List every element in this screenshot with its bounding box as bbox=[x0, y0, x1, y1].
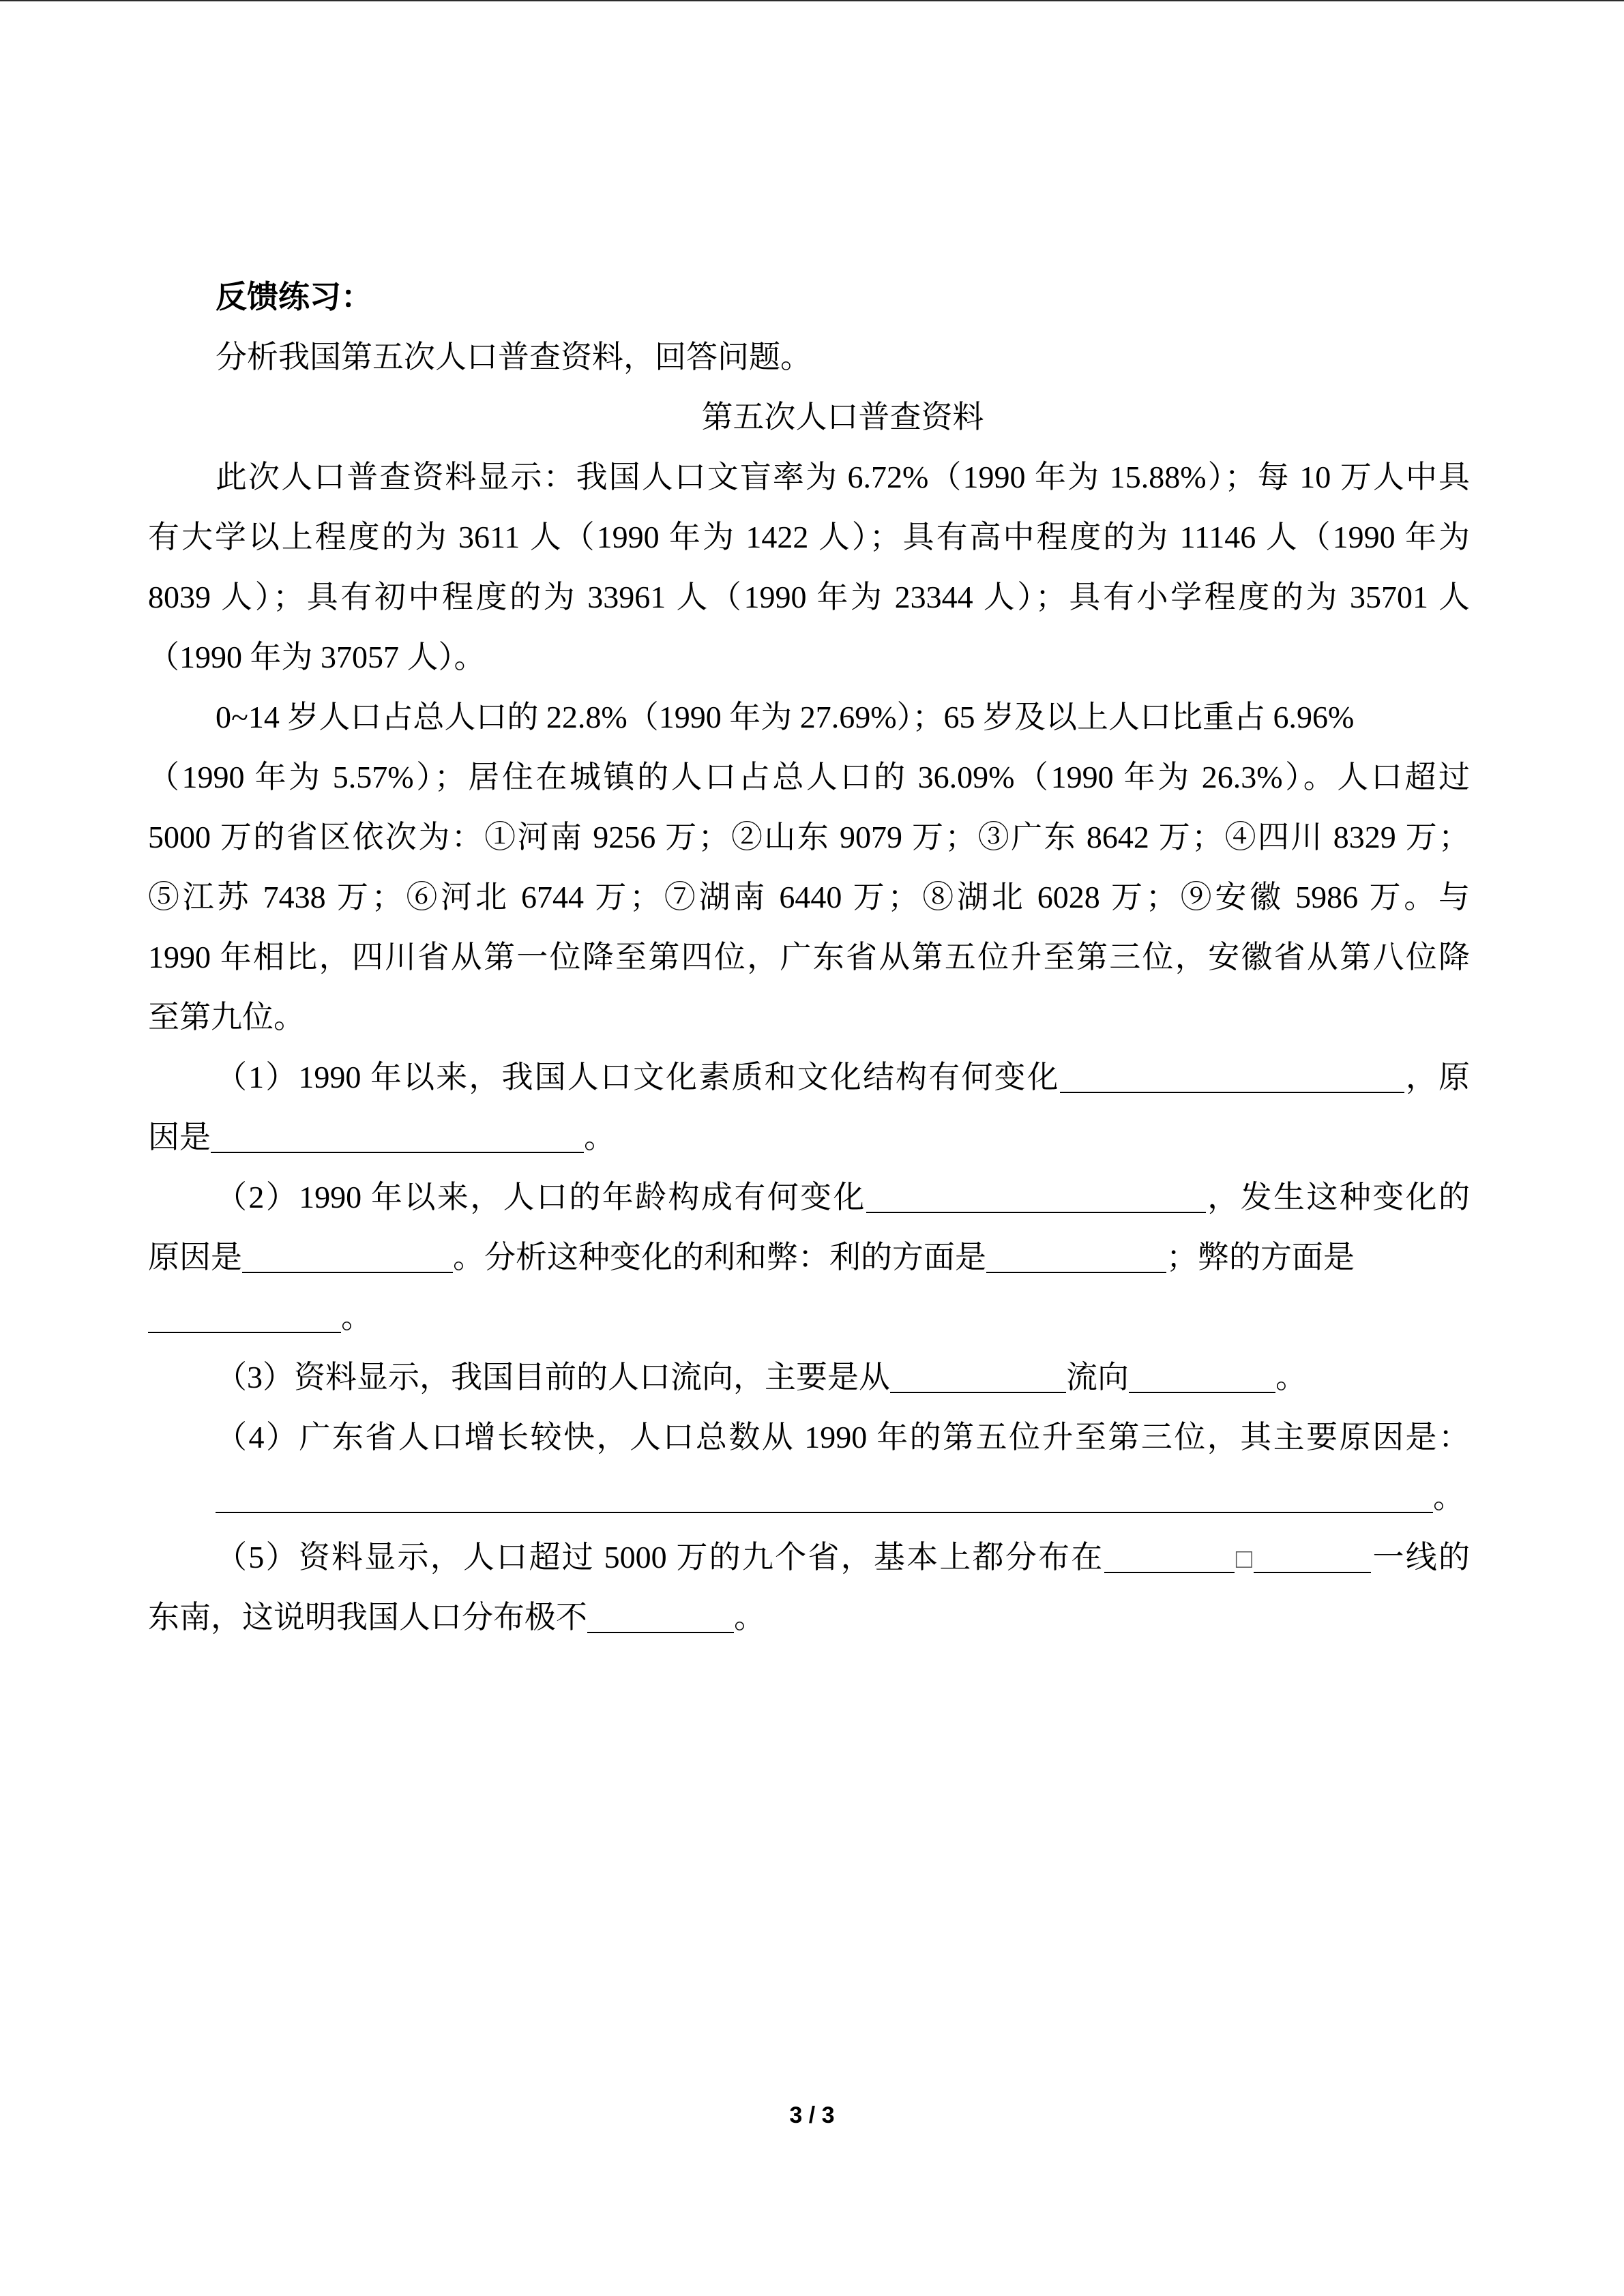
question-2-line bbox=[148, 1167, 1470, 1227]
question-text: ，发生这种变化的 bbox=[1205, 1180, 1471, 1214]
answer-blank bbox=[890, 1365, 1066, 1393]
material-text-line: 8039 人）；具有初中程度的为 33961 人（1990 年为 23344 人）；具有小学程度的为 35701 人 bbox=[148, 580, 1470, 614]
question-3-line bbox=[148, 1347, 1470, 1407]
answer-blank bbox=[211, 1124, 584, 1153]
material-text-line: 有大学以上程度的为 3611 人（1990 年为 1422 人）；具有高中程度的为 11146 人（1990 年为 bbox=[148, 520, 1470, 554]
question-text: 原因是 bbox=[148, 1240, 242, 1274]
question-text: 一线的 bbox=[1371, 1540, 1470, 1575]
section-heading: 反馈练习： bbox=[216, 280, 372, 314]
question-text: 流向 bbox=[1066, 1360, 1129, 1395]
answer-blank bbox=[216, 1485, 1433, 1513]
instruction-text: 分析我国第五次人口普查资料，回答问题。 bbox=[216, 340, 812, 374]
question-4-line bbox=[148, 1467, 1470, 1527]
answer-blank bbox=[587, 1605, 734, 1633]
question-1-line bbox=[148, 1107, 1470, 1167]
answer-blank bbox=[1060, 1064, 1404, 1093]
question-1-line bbox=[148, 1047, 1470, 1107]
answer-blank bbox=[242, 1244, 453, 1273]
answer-blank bbox=[1129, 1365, 1275, 1393]
question-text: （5）资料显示，人口超过 5000 万的九个省，基本上都分布在 bbox=[216, 1540, 1104, 1575]
material-text-line: 5000 万的省区依次为：①河南 9256 万；②山东 9079 万；③广东 8642 万；④四川 8329 万； bbox=[148, 820, 1470, 854]
question-text: ，原 bbox=[1404, 1060, 1471, 1094]
question-text: 因是 bbox=[148, 1120, 211, 1154]
question-text: 。 bbox=[1433, 1480, 1464, 1515]
material-text-line: （1990 年为 5.57%）；居住在城镇的人口占总人口的 36.09%（1990 年为 26.3%）。人口超过 bbox=[148, 760, 1470, 794]
box-symbol: □ bbox=[1234, 1543, 1254, 1574]
question-text: 东南，这说明我国人口分布极不 bbox=[148, 1600, 587, 1635]
material-text-line: ⑤江苏 7438 万；⑥河北 6744 万；⑦湖南 6440 万；⑧湖北 6028 万；⑨安徽 5986 万。与 bbox=[148, 880, 1470, 914]
page-number: 3 / 3 bbox=[789, 2102, 835, 2128]
question-5-line bbox=[148, 1587, 1470, 1648]
question-5-line bbox=[148, 1527, 1470, 1587]
question-text: 。 bbox=[341, 1300, 372, 1335]
question-text: （4）广东省人口增长较快，人口总数从 1990 年的第五位升至第三位，其主要原因是： bbox=[216, 1420, 1470, 1455]
question-text: 。 bbox=[1275, 1360, 1307, 1395]
worksheet-content bbox=[148, 267, 1470, 1648]
question-text: （3）资料显示，我国目前的人口流向，主要是从 bbox=[216, 1360, 890, 1395]
answer-blank bbox=[1104, 1545, 1235, 1573]
answer-blank bbox=[1254, 1545, 1371, 1573]
material-text-line: 至第九位。 bbox=[148, 1000, 305, 1034]
material-text-line: 1990 年相比，四川省从第一位降至第四位，广东省从第五位升至第三位，安徽省从第八位降 bbox=[148, 940, 1470, 974]
question-text: ；弊的方面是 bbox=[1166, 1240, 1355, 1274]
question-text: （1）1990 年以来，我国人口文化素质和文化结构有何变化 bbox=[216, 1060, 1060, 1094]
material-title: 第五次人口普查资料 bbox=[701, 400, 984, 434]
answer-blank bbox=[866, 1184, 1206, 1213]
answer-blank bbox=[986, 1244, 1166, 1273]
question-text: 。分析这种变化的利和弊：利的方面是 bbox=[453, 1240, 986, 1274]
question-2-line bbox=[148, 1227, 1470, 1287]
question-4-line bbox=[148, 1407, 1470, 1467]
material-text-line: 此次人口普查资料显示：我国人口文盲率为 6.72%（1990 年为 15.88%）；每 10 万人中具 bbox=[216, 460, 1470, 494]
question-2-line bbox=[148, 1287, 1470, 1347]
question-text: 。 bbox=[734, 1600, 765, 1635]
material-text-line: 0~14 岁人口占总人口的 22.8%（1990 年为 27.69%）；65 岁及以上人口比重占 6.96% bbox=[216, 700, 1355, 734]
answer-blank bbox=[148, 1304, 341, 1333]
question-text: （2）1990 年以来，人口的年龄构成有何变化 bbox=[216, 1180, 866, 1214]
question-text: 。 bbox=[584, 1120, 615, 1154]
material-text-line: （1990 年为 37057 人）。 bbox=[148, 640, 486, 674]
